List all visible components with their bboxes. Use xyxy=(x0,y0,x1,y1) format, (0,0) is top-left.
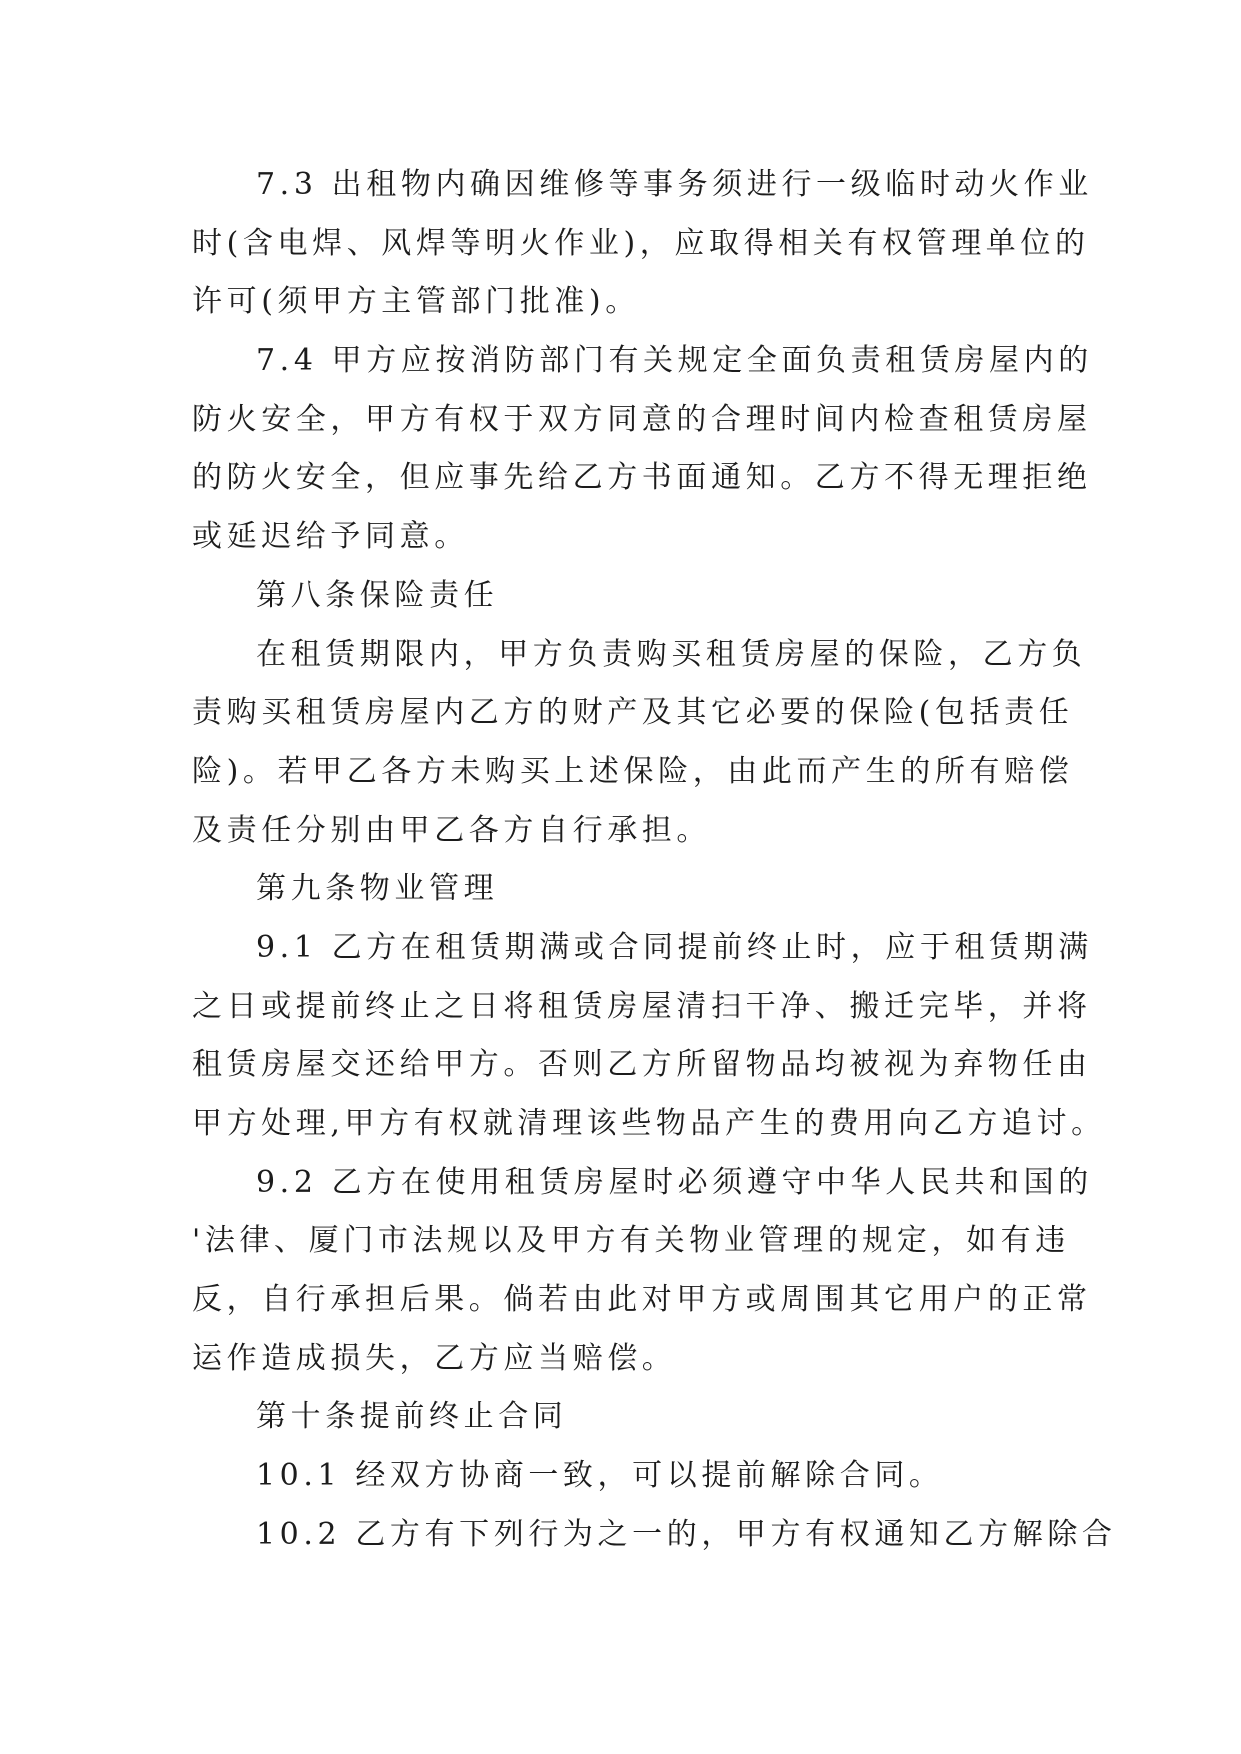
text-line: 第十条提前终止合同 xyxy=(256,1399,568,1435)
text-line: 10.2 乙方有下列行为之一的，甲方有权通知乙方解除合 xyxy=(256,1516,1117,1552)
text-line: 9.2 乙方在使用租赁房屋时必须遵守中华人民共和国的 xyxy=(256,1164,1093,1200)
text-line: 运作造成损失，乙方应当赔偿。 xyxy=(192,1340,677,1376)
text-line: 第八条保险责任 xyxy=(256,577,499,613)
text-line: 在租赁期限内，甲方负责购买租赁房屋的保险，乙方负 xyxy=(256,636,1087,672)
text-line: 9.1 乙方在租赁期满或合同提前终止时，应于租赁期满 xyxy=(256,929,1093,965)
text-line: 时(含电焊、风焊等明火作业)，应取得相关有权管理单位的 xyxy=(192,225,1090,261)
text-line: 第九条物业管理 xyxy=(256,871,499,907)
text-line: 或延迟给予同意。 xyxy=(192,519,469,555)
text-line: 7.4 甲方应按消防部门有关规定全面负责租赁房屋内的 xyxy=(256,343,1093,379)
text-line: 的防火安全，但应事先给乙方书面通知。乙方不得无理拒绝 xyxy=(192,460,1092,496)
text-line: 租赁房屋交还给甲方。否则乙方所留物品均被视为弃物任由 xyxy=(192,1047,1092,1083)
text-line: 险)。若甲乙各方未购买上述保险，由此而产生的所有赔偿 xyxy=(192,753,1074,789)
text-line: 10.1 经双方协商一致，可以提前解除合同。 xyxy=(256,1458,944,1494)
text-line: 及责任分别由甲乙各方自行承担。 xyxy=(192,812,711,848)
text-line: 防火安全，甲方有权于双方同意的合理时间内检查租赁房屋 xyxy=(192,401,1092,437)
text-line: 之日或提前终止之日将租赁房屋清扫干净、搬迁完毕，并将 xyxy=(192,988,1092,1024)
text-line: 7.3 出租物内确因维修等事务须进行一级临时动火作业 xyxy=(256,167,1093,202)
text-line: 反，自行承担后果。倘若由此对甲方或周围其它用户的正常 xyxy=(192,1282,1092,1318)
text-line: 甲方处理,甲方有权就清理该些物品产生的费用向乙方追讨。 xyxy=(192,1106,1106,1141)
text-line: '法律、厦门市法规以及甲方有关物业管理的规定，如有违 xyxy=(192,1223,1070,1259)
text-line: 许可(须甲方主管部门批准)。 xyxy=(192,284,640,320)
text-line: 责购买租赁房屋内乙方的财产及其它必要的保险(包括责任 xyxy=(192,695,1074,731)
document-body xyxy=(192,156,1117,1565)
